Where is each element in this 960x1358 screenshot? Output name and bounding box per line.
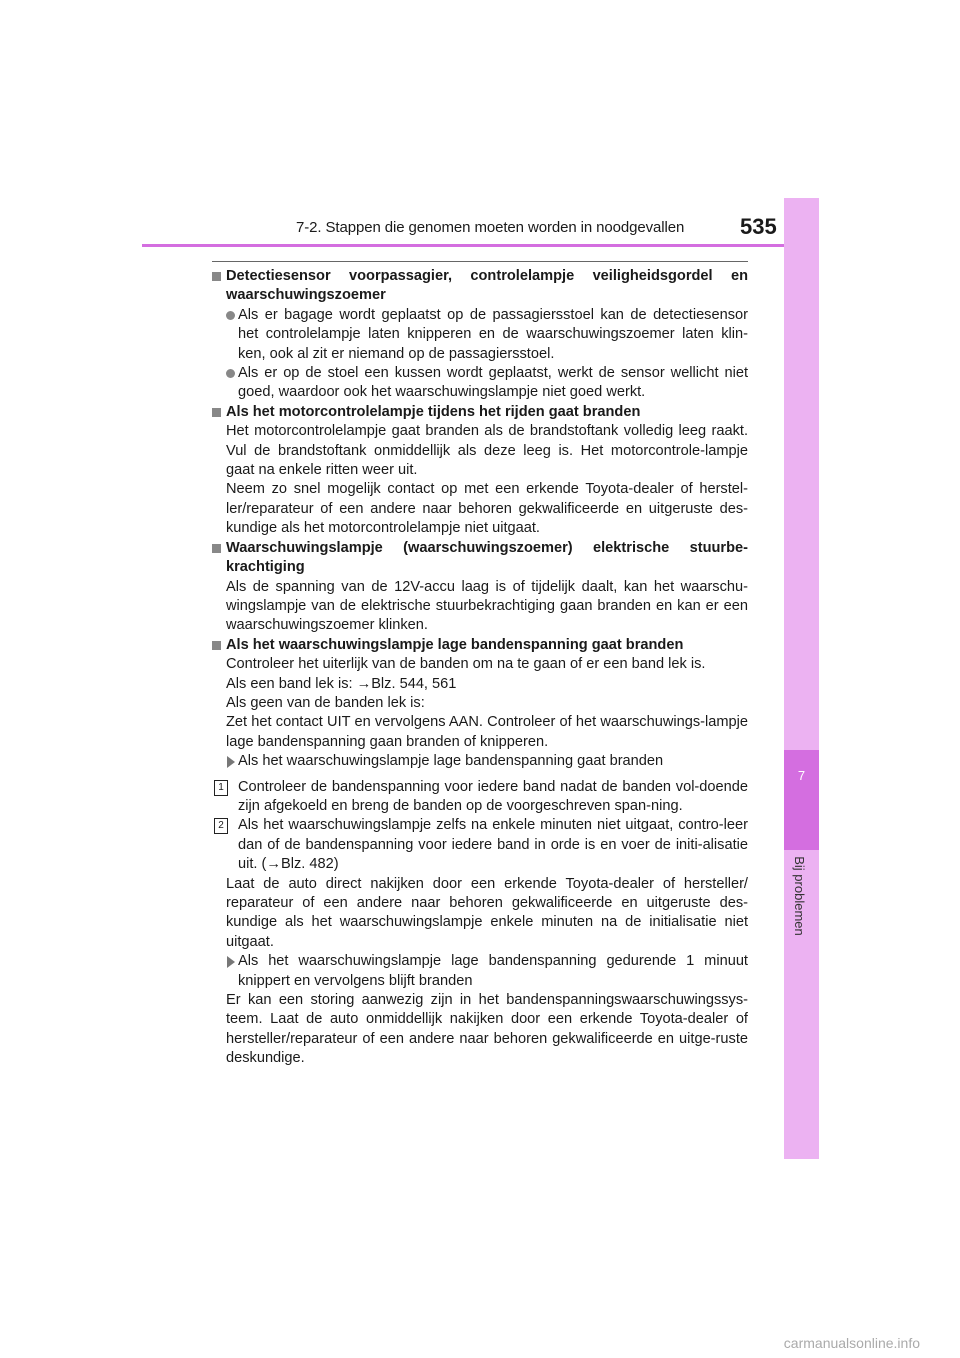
step-item <box>212 778 748 817</box>
case-text: Als het waarschuwingslampje lage bandenspanning gedurende 1 minuut knippert en vervolgens blijft branden <box>238 953 748 989</box>
section-heading <box>212 267 748 306</box>
paragraph: Er kan een storing aanwezig zijn in het bandenspanningswaarschuwingssys-teem. Laat de auto onmiddellijk nakijken door een erkende Toyota-dealer of hersteller/reparateur of een andere naar behoren gekwalificeerde en uitge-ruste deskundige. <box>226 992 748 1067</box>
square-bullet-icon <box>212 641 221 650</box>
paragraph-line: Als geen van de banden lek is: <box>226 694 425 711</box>
bullet-item <box>212 364 748 403</box>
square-bullet-icon <box>212 272 221 281</box>
heading-text: Als het motorcontrolelampje tijdens het rijden gaat branden <box>226 403 641 420</box>
step-number-box: 1 <box>214 780 228 796</box>
paragraph: Als de spanning van de 12V-accu laag is of tijdelijk daalt, kan het waarschu-wingslampje van de elektrische stuurbekrachtiging gaan branden en kan er een waarschuwingszoemer klinken. <box>226 578 748 634</box>
circle-bullet-icon <box>226 369 235 378</box>
side-tab <box>784 198 819 1159</box>
circle-bullet-icon <box>226 311 235 320</box>
heading-text: Detectiesensor voorpassagier, controlelampje veiligheidsgordel en waarschuwingszoemer <box>226 268 748 304</box>
triangle-bullet-icon <box>227 956 235 968</box>
main-content <box>212 267 748 1069</box>
chapter-title: 7-2. Stappen die genomen moeten worden in noodgevallen <box>296 219 685 236</box>
header-rule <box>142 244 819 247</box>
section-heading <box>212 403 748 422</box>
bullet-item <box>212 306 748 364</box>
watermark: carmanualsonline.info <box>783 1335 920 1351</box>
bullet-text: Als er bagage wordt geplaatst op de passagiersstoel kan de detectiesensor het controlelampje laten knipperen en de waarschuwingszoemer laten klin-ken, ook al zit er niemand op de passagiersstoel. <box>238 306 748 362</box>
section-heading <box>212 636 748 655</box>
paragraph <box>212 694 748 752</box>
paragraph: Laat de auto direct nakijken door een erkende Toyota-dealer of hersteller/ reparateur of een andere naar behoren gekwalificeerde en uitgeruste des-kundige als het waarschuwingslampje enkele minuten na de initialisatie niet uitgaat. <box>226 875 748 950</box>
square-bullet-icon <box>212 544 221 553</box>
side-tab-number: 7 <box>784 750 819 850</box>
case-text: Als het waarschuwingslampje lage bandenspanning gaat branden <box>238 753 664 770</box>
case-item <box>212 752 748 771</box>
step-item <box>212 816 748 874</box>
side-tab-label-text: Bij problemen <box>792 856 808 936</box>
content-rule <box>212 261 748 262</box>
paragraph: Neem zo snel mogelijk contact op met een erkende Toyota-dealer of herstel-ler/reparateur of een andere naar behoren gekwalificeerde en uitgeruste des-kundige als het motorcontrolelampje niet uitgaat. <box>226 481 748 537</box>
step-text: Als het waarschuwingslampje zelfs na enkele minuten niet uitgaat, contro-leer dan of de bandenspanning voor iedere band in orde is en voer de initi-alisatie uit. (→Blz. 482) <box>238 817 748 873</box>
section-heading <box>212 539 748 578</box>
step-text: Controleer de bandenspanning voor iedere band nadat de banden vol-doende zijn afgekoeld en breng de banden op de voorgeschreven span-ning. <box>238 778 748 814</box>
step-number-box: 2 <box>214 818 228 834</box>
paragraph: Controleer het uiterlijk van de banden om na te gaan of er een band lek is. <box>226 656 706 673</box>
paragraph: Als een band lek is: →Blz. 544, 561 <box>226 675 457 692</box>
page-number: 535 <box>740 214 777 239</box>
paragraph-line: Zet het contact UIT en vervolgens AAN. Controleer of het waarschuwings-lampje lage bandenspanning gaan branden of knipperen. <box>226 714 748 750</box>
triangle-bullet-icon <box>227 756 235 768</box>
case-item <box>212 952 748 991</box>
heading-text: Als het waarschuwingslampje lage bandenspanning gaat branden <box>226 636 684 653</box>
square-bullet-icon <box>212 408 221 417</box>
paragraph: Het motorcontrolelampje gaat branden als de brandstoftank volledig leeg raakt. Vul de brandstoftank onmiddellijk als deze leeg is. Het motorcontrole-lampje gaat na enkele ritten weer uit. <box>226 423 748 479</box>
bullet-text: Als er op de stoel een kussen wordt geplaatst, werkt de sensor wellicht niet goed, waardoor ook het waarschuwingslampje niet goed werkt. <box>238 365 748 401</box>
heading-text: Waarschuwingslampje (waarschuwingszoemer) elektrische stuurbe-krachtiging <box>226 539 748 576</box>
side-tab-label <box>780 856 820 936</box>
